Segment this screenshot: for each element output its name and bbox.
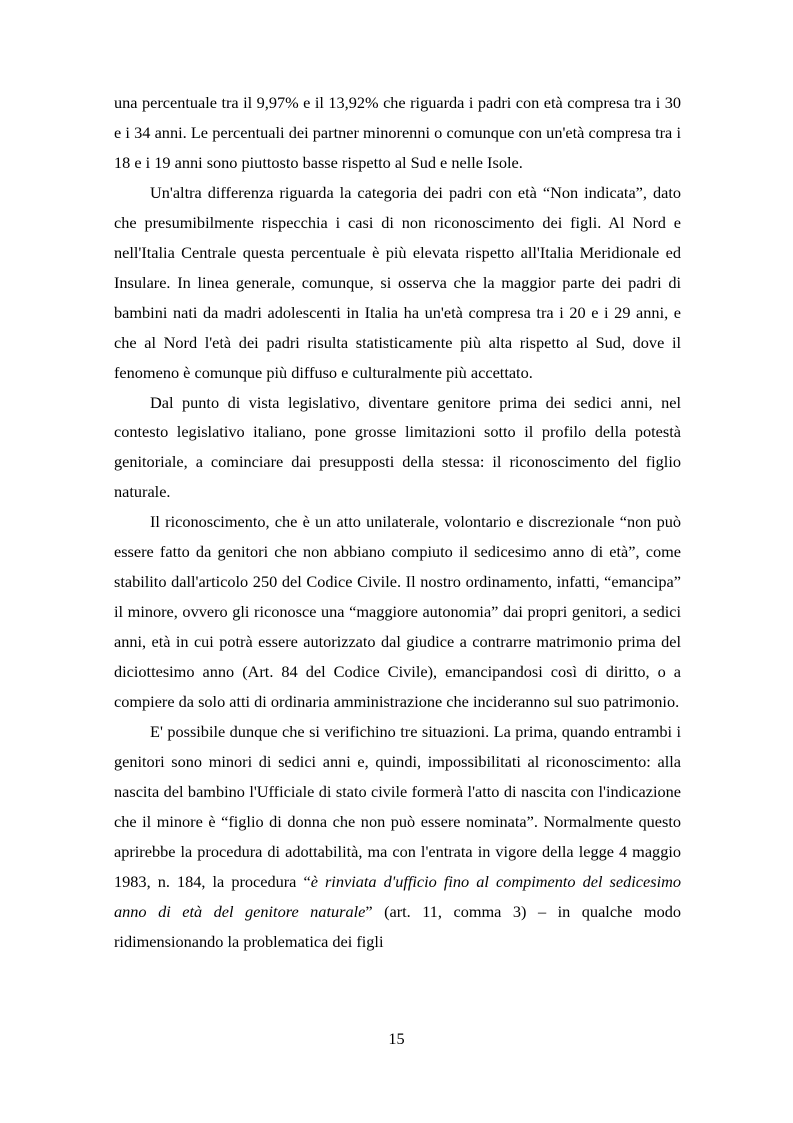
paragraph-5-text-before: E' possibile dunque che si verifichino tre situazioni. La prima, quando entrambi i genitori sono minori di sedici anni e, quindi, impossibilitati al riconoscimento: alla nascita del bambino l'Ufficiale di stato civile formerà l'atto di nascita con l'indicazione che il minore è “figlio di donna che non può essere nominata”. Normalmente questo aprirebbe la procedura di adottabilità, ma con l'entrata in vigore della legge 4 maggio 1983, n. 184, la procedura “ bbox=[114, 722, 681, 891]
paragraph-5-text-after: ” (art. 11, comma 3) – in qualche modo ridimensionando la problematica dei figli bbox=[114, 901, 681, 951]
paragraph-5 bbox=[114, 717, 681, 957]
paragraph-4: Il riconoscimento, che è un atto unilaterale, volontario e discrezionale “non può essere fatto da genitori che non abbiano compiuto il sedicesimo anno di età”, come stabilito dall'articolo 250 del Codice Civile. Il nostro ordinamento, infatti, “emancipa” il minore, ovvero gli riconosce una “maggiore autonomia” dai propri genitori, a sedici anni, età in cui potrà essere autorizzato dal giudice a contrarre matrimonio prima del diciottesimo anno (Art. 84 del Codice Civile), emancipandosi così di diritto, o a compiere da solo atti di ordinaria amministrazione che incideranno sul suo patrimonio. bbox=[114, 512, 681, 712]
paragraph-5-quoted-law: è rinviata d'ufficio fino al compimento del sedicesimo anno di età del genitore naturale bbox=[114, 871, 681, 921]
page-number: 15 bbox=[388, 1029, 405, 1048]
paragraph-1: una percentuale tra il 9,97% e il 13,92% che riguarda i padri con età compresa tra i 30 e i 34 anni. Le percentuali dei partner minorenni o comunque con un'età compresa tra i 18 e i 19 anni sono piuttosto basse rispetto al Sud e nelle Isole. bbox=[114, 93, 681, 172]
body-text bbox=[114, 88, 681, 957]
paragraph-3: Dal punto di vista legislativo, diventare genitore prima dei sedici anni, nel contesto legislativo italiano, pone grosse limitazioni sotto il profilo della potestà genitoriale, a cominciare dai presupposti della stessa: il riconoscimento del figlio naturale. bbox=[114, 392, 681, 502]
paragraph-2: Un'altra differenza riguarda la categoria dei padri con età “Non indicata”, dato che presumibilmente rispecchia i casi di non riconoscimento dei figli. Al Nord e nell'Italia Centrale questa percentuale è più elevata rispetto all'Italia Meridionale ed Insulare. In linea generale, comunque, si osserva che la maggior parte dei padri di bambini nati da madri adolescenti in Italia ha un'età compresa tra i 20 e i 29 anni, e che al Nord l'età dei padri risulta statisticamente più alta rispetto al Sud, dove il fenomeno è comunque più diffuso e culturalmente più accettato. bbox=[114, 182, 681, 382]
